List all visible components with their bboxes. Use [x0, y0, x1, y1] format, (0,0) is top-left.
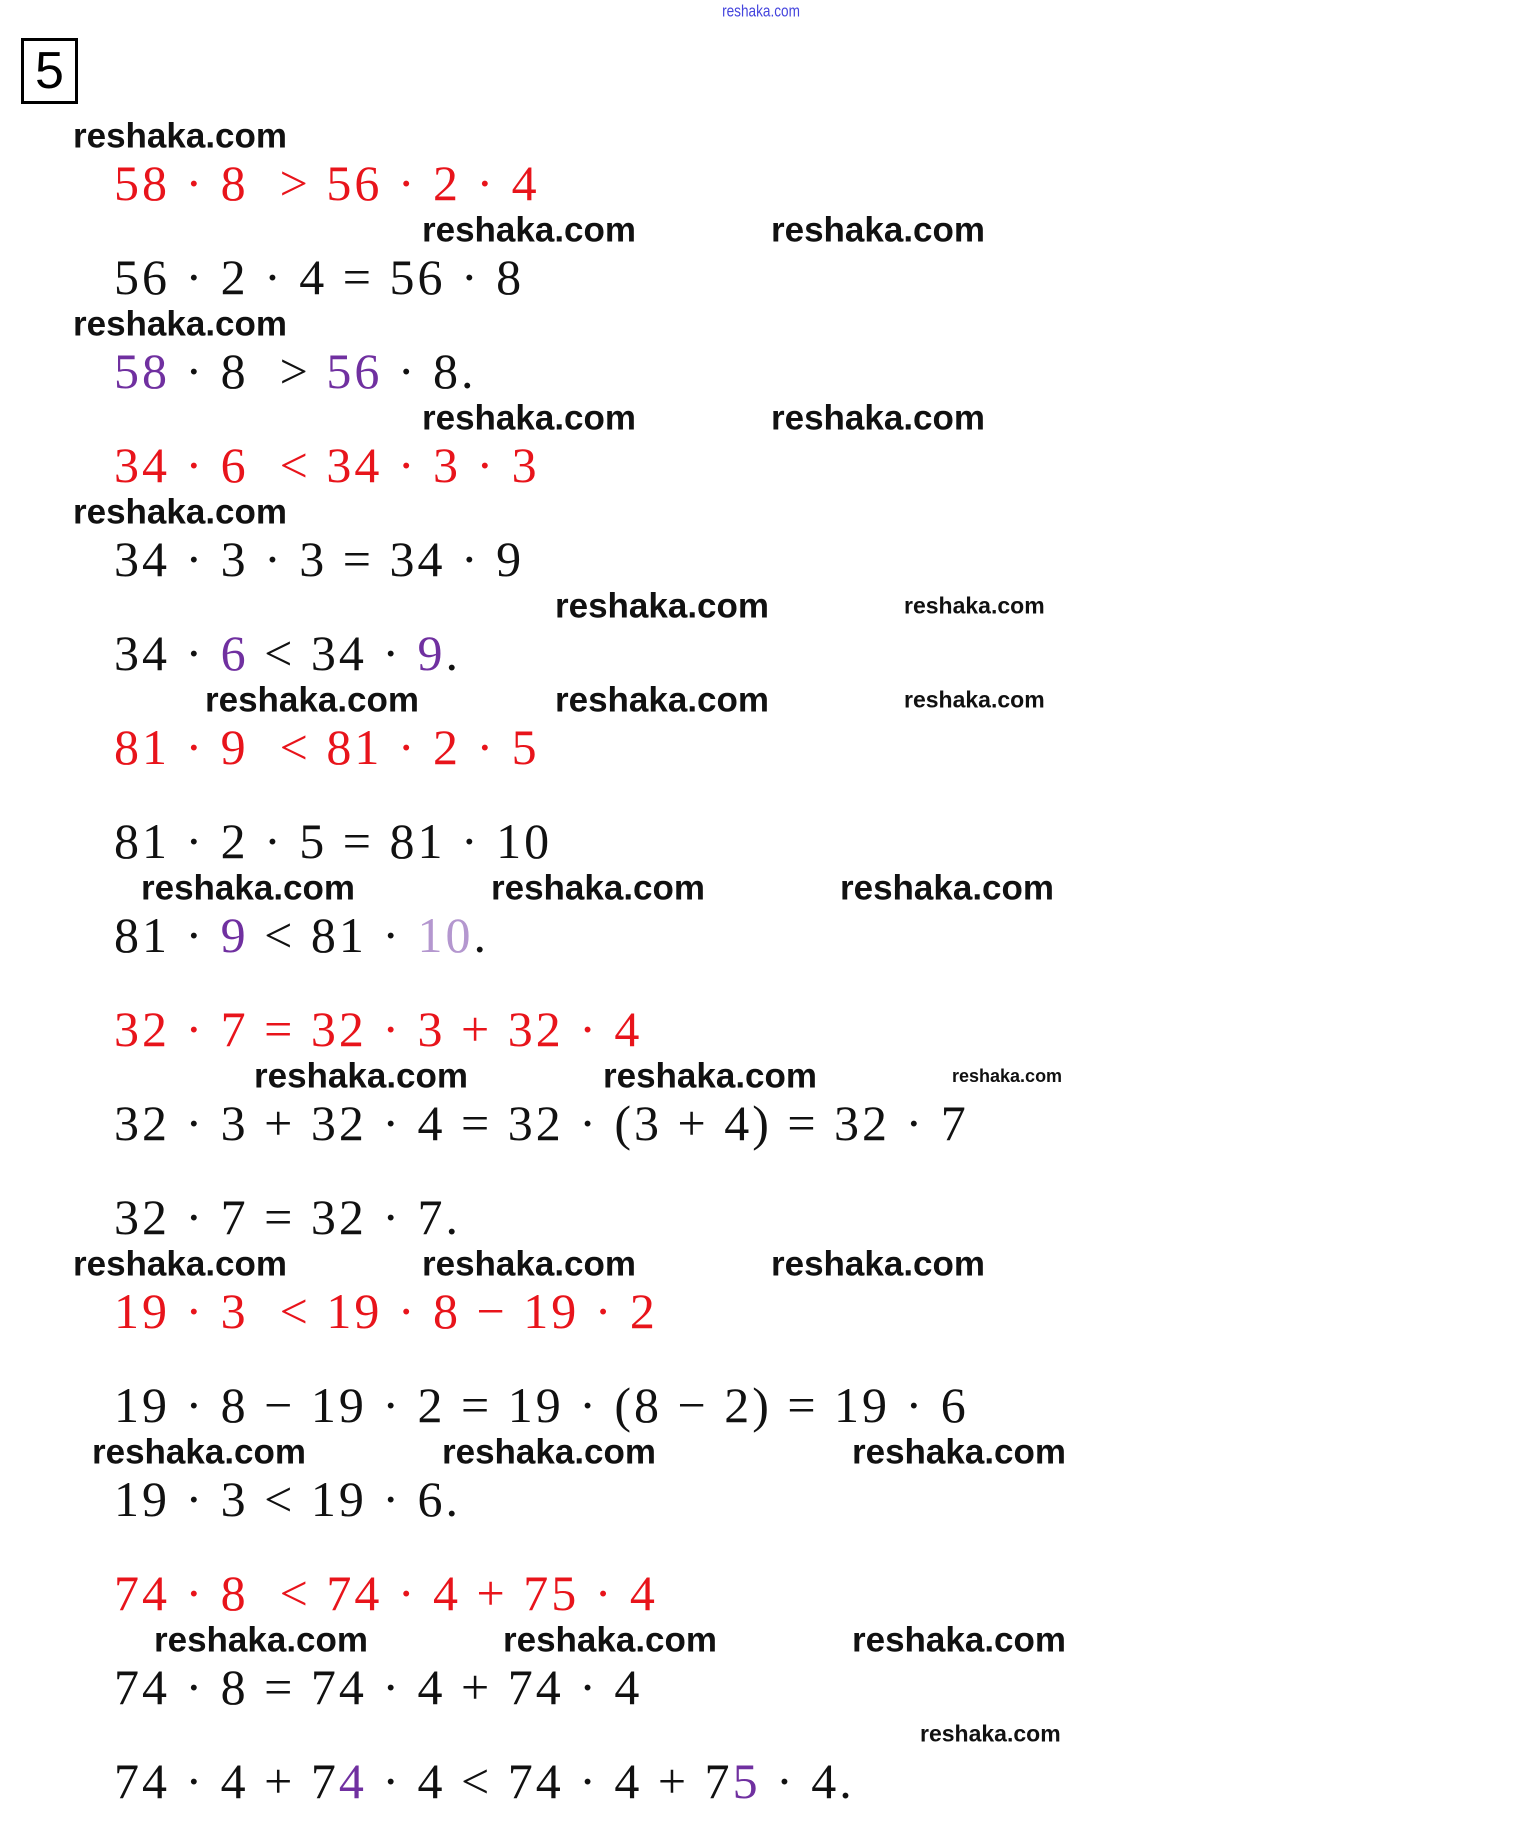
- watermark: reshaka.com: [771, 398, 986, 438]
- math-segment: 74 · 8 < 74 · 4 + 75 · 4: [114, 1565, 658, 1621]
- math-line: [114, 1659, 643, 1715]
- math-segment: 32 · 7 = 32 · 3 + 32 · 4: [114, 1001, 643, 1057]
- watermark: reshaka.com: [555, 680, 770, 720]
- math-line: [114, 813, 553, 869]
- math-segment: 4: [338, 1753, 367, 1809]
- watermark: reshaka.com: [92, 1432, 307, 1472]
- math-segment: 74 · 4 + 7: [114, 1753, 339, 1809]
- watermark: reshaka.com: [205, 680, 420, 720]
- watermark: reshaka.com: [254, 1056, 469, 1096]
- watermark: reshaka.com: [952, 1066, 1063, 1086]
- watermark: reshaka.com: [73, 304, 288, 344]
- watermark: reshaka.com: [852, 1432, 1067, 1472]
- math-segment: 56 · 2 · 4 = 56 · 8: [114, 249, 525, 305]
- math-line: [114, 1565, 658, 1621]
- math-segment: 58 · 8 > 56 · 2 · 4: [114, 155, 540, 211]
- watermark: reshaka.com: [852, 1620, 1067, 1660]
- math-segment: 34 · 6 < 34 · 3 · 3: [114, 437, 540, 493]
- watermark: reshaka.com: [503, 1620, 718, 1660]
- watermark: reshaka.com: [722, 1, 800, 21]
- math-segment: 58: [114, 343, 170, 399]
- math-line: [114, 531, 525, 587]
- math-line: [114, 1001, 643, 1057]
- watermark: reshaka.com: [603, 1056, 818, 1096]
- math-line: [114, 437, 540, 493]
- watermark: reshaka.com: [73, 492, 288, 532]
- math-segment: 9: [220, 907, 249, 963]
- math-segment: · 4 < 74 · 4 + 7: [366, 1753, 733, 1809]
- problem-number-box: 5: [21, 38, 78, 104]
- math-line: [114, 343, 477, 399]
- math-segment: 32 · 3 + 32 · 4 = 32 · (3 + 4) = 32 · 7: [114, 1095, 969, 1151]
- math-line: [114, 719, 540, 775]
- math-segment: 56: [326, 343, 383, 399]
- math-segment: 5: [732, 1753, 761, 1809]
- math-line: [114, 249, 525, 305]
- watermark: reshaka.com: [422, 398, 637, 438]
- watermark: reshaka.com: [73, 116, 288, 156]
- math-segment: 34 ·: [114, 625, 221, 681]
- watermark: reshaka.com: [442, 1432, 657, 1472]
- math-line: [114, 1377, 969, 1433]
- math-segment: 81 · 2 · 5 = 81 · 10: [114, 813, 553, 869]
- math-segment: .: [445, 625, 462, 681]
- math-line: [114, 1471, 461, 1527]
- math-line: [114, 1283, 658, 1339]
- math-segment: · 8 >: [170, 343, 327, 399]
- math-segment: 19 · 3 < 19 · 6.: [114, 1471, 461, 1527]
- math-segment: .: [473, 907, 490, 963]
- math-segment: 19 · 3 < 19 · 8 − 19 · 2: [114, 1283, 658, 1339]
- math-segment: < 81 ·: [248, 907, 418, 963]
- math-line: [114, 907, 490, 963]
- math-segment: < 34 ·: [248, 625, 418, 681]
- math-segment: 9: [417, 625, 446, 681]
- math-segment: 81 ·: [114, 907, 221, 963]
- watermark: reshaka.com: [73, 1244, 288, 1284]
- watermark: reshaka.com: [154, 1620, 369, 1660]
- math-line: [114, 1189, 461, 1245]
- watermark: reshaka.com: [771, 1244, 986, 1284]
- math-segment: 74 · 8 = 74 · 4 + 74 · 4: [114, 1659, 643, 1715]
- math-segment: · 8.: [382, 343, 477, 399]
- watermark: reshaka.com: [904, 686, 1045, 713]
- watermark: reshaka.com: [422, 210, 637, 250]
- math-segment: 19 · 8 − 19 · 2 = 19 · (8 − 2) = 19 · 6: [114, 1377, 969, 1433]
- math-segment: 34 · 3 · 3 = 34 · 9: [114, 531, 525, 587]
- watermark: reshaka.com: [555, 586, 770, 626]
- math-line: [114, 625, 462, 681]
- math-segment: · 4.: [760, 1753, 855, 1809]
- math-segment: 81 · 9 < 81 · 2 · 5: [114, 719, 540, 775]
- watermark: reshaka.com: [840, 868, 1055, 908]
- math-line: [114, 1095, 969, 1151]
- math-segment: 32 · 7 = 32 · 7.: [114, 1189, 461, 1245]
- watermark: reshaka.com: [141, 868, 356, 908]
- math-line: [114, 155, 540, 211]
- math-segment: 6: [220, 625, 249, 681]
- watermark: reshaka.com: [491, 868, 706, 908]
- math-segment: 10: [417, 907, 474, 963]
- math-line: [114, 1753, 855, 1809]
- watermark: reshaka.com: [920, 1720, 1061, 1747]
- watermark: reshaka.com: [771, 210, 986, 250]
- watermark: reshaka.com: [904, 592, 1045, 619]
- watermark: reshaka.com: [422, 1244, 637, 1284]
